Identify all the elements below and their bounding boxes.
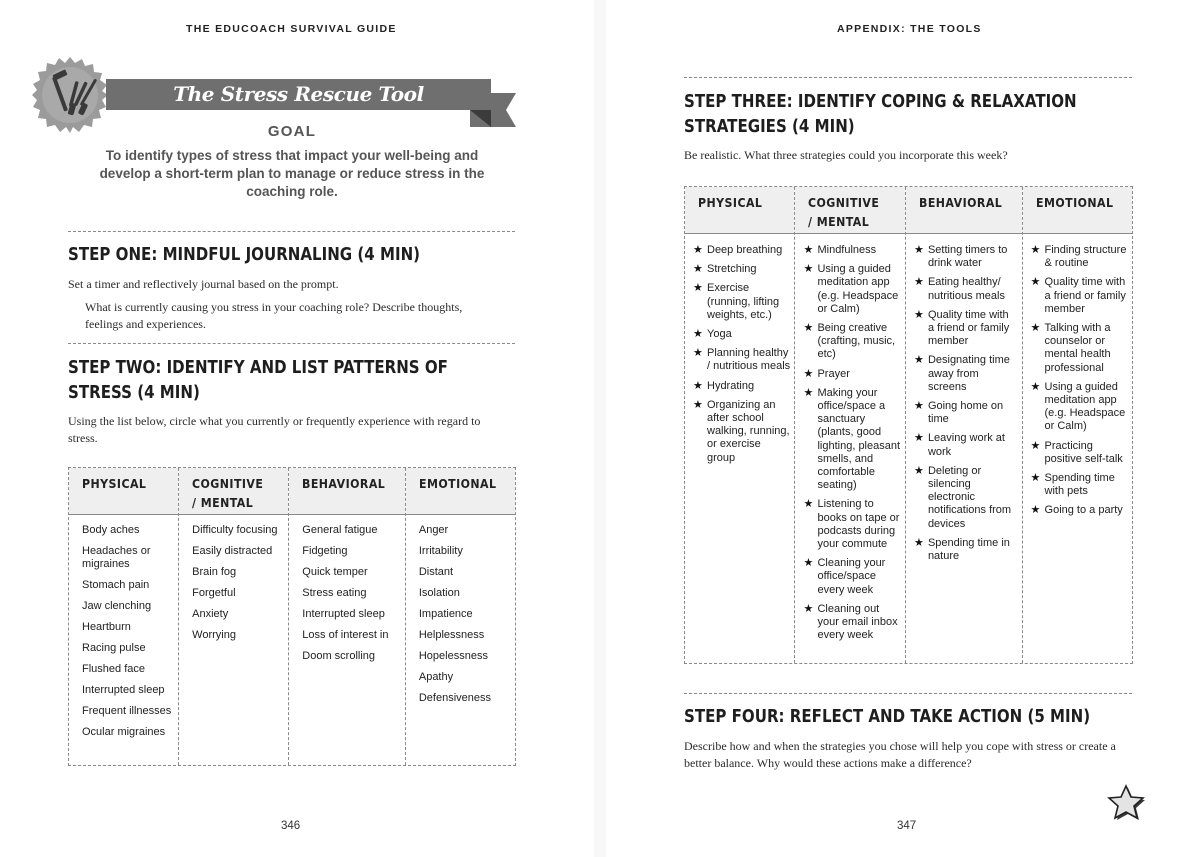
list-item: Apathy (418, 671, 454, 683)
table-column-behavioral (906, 187, 1023, 663)
list-item: ★ Spending time with pets (1031, 472, 1128, 498)
list-item: ★ Organizing an after school walking, running, or exercise group (693, 399, 790, 465)
right-page (610, 0, 1200, 857)
list-item: ★ Stretching (693, 263, 790, 276)
list-item: ★ Exercise (running, lifting weights, etc.) (693, 282, 790, 322)
item-list (406, 524, 515, 705)
coping-strategies-table (684, 186, 1133, 664)
column-header: PHYSICAL (69, 468, 178, 514)
page-number: 346 (281, 820, 301, 832)
list-item: Distant (418, 566, 454, 578)
list-item: Difficulty focusing (192, 524, 278, 536)
step-three-heading: STEP THREE: IDENTIFY COPING & RELAXATION STRATEGIES (4 MIN) (684, 92, 1077, 137)
list-item: Stomach pain (82, 579, 150, 592)
step-one-heading: STEP ONE: MINDFUL JOURNALING (4 MIN) (68, 245, 421, 265)
list-item: Doom scrolling (302, 650, 376, 662)
step-four-instruction: Describe how and when the strategies you chose will help you cope with stress or create a better balance. Why would these actions make a difference? (684, 739, 1116, 770)
goal-text: To identify types of stress that impact your well-being and develop a short-term plan to manage or reduce stress in the coaching role. (99, 148, 485, 199)
list-item: Helplessness (418, 629, 485, 641)
list-item: Worrying (192, 629, 236, 641)
list-item: ★ Planning healthy / nutritious meals (693, 347, 790, 373)
step-one-instruction: Set a timer and reflectively journal based on the prompt. (68, 277, 339, 291)
tool-title: The Stress Rescue Tool (173, 82, 424, 106)
list-item: Irritability (418, 545, 463, 557)
list-item: Anxiety (192, 608, 229, 620)
table-column-emotional (406, 468, 515, 765)
item-list (289, 524, 405, 663)
item-list (795, 244, 904, 642)
table-column-cognitive-mental (795, 187, 905, 663)
section-divider (684, 693, 1132, 694)
list-item: ★ Quality time with a friend or family member (1031, 276, 1128, 316)
list-item: Racing pulse (82, 642, 146, 655)
step-three-instruction: Be realistic. What three strategies could you incorporate this week? (684, 148, 1008, 162)
item-list (69, 524, 178, 739)
list-item: ★ Talking with a counselor or mental health professional (1031, 322, 1128, 375)
tools-icon (32, 57, 108, 133)
list-item: ★ Leaving work at work (914, 432, 1018, 458)
column-header: COGNITIVE / MENTAL (179, 468, 288, 514)
section-divider (68, 231, 515, 232)
step-two-heading: STEP TWO: IDENTIFY AND LIST PATTERNS OF STRESS (4 MIN) (68, 358, 448, 403)
list-item: ★ Prayer (803, 368, 900, 381)
list-item: Quick temper (302, 566, 368, 578)
list-item: ★ Deep breathing (693, 244, 790, 257)
list-item: Stress eating (302, 587, 367, 599)
list-item: ★ Spending time in nature (914, 537, 1018, 563)
list-item: Ocular migraines (82, 726, 166, 739)
list-item: Isolation (418, 587, 460, 599)
column-header: EMOTIONAL (406, 468, 515, 514)
stress-patterns-table (68, 467, 516, 766)
table-column-emotional (1023, 187, 1132, 663)
table-column-physical (685, 187, 795, 663)
list-item: Impatience (418, 608, 473, 620)
list-item: ★ Mindfulness (803, 244, 900, 257)
list-item: Body aches (82, 524, 140, 536)
list-item: ★ Being creative (crafting, music, etc) (803, 322, 900, 362)
list-item: ★ Quality time with a friend or family member (914, 309, 1018, 349)
list-item: Easily distracted (192, 545, 273, 557)
goal-heading: GOAL (267, 123, 317, 140)
book-gutter (594, 0, 606, 857)
item-list (906, 244, 1022, 563)
table-column-physical (69, 468, 179, 765)
list-item: Fidgeting (302, 545, 348, 557)
page-number: 347 (897, 820, 917, 832)
column-header: COGNITIVE / MENTAL (795, 187, 904, 233)
step-four-heading: STEP FOUR: REFLECT AND TAKE ACTION (5 MIN) (684, 707, 1091, 727)
list-item: Interrupted sleep (302, 608, 385, 620)
section-divider (684, 77, 1132, 78)
list-item: Flushed face (82, 663, 145, 676)
list-item: ★ Going home on time (914, 400, 1018, 426)
list-item: ★ Practicing positive self-talk (1031, 440, 1128, 466)
list-item: General fatigue (302, 524, 378, 536)
list-item: ★ Using a guided meditation app (e.g. Headspace or Calm) (1031, 381, 1128, 434)
item-list (685, 244, 794, 465)
list-item: ★ Designating time away from screens (914, 354, 1018, 394)
list-item: Loss of interest in (302, 629, 389, 641)
list-item: ★ Making your office/space a sanctuary (plants, good lighting, pleasant smells, and comfortable seating) (803, 387, 900, 493)
star-icon (1105, 783, 1147, 823)
list-item: ★ Using a guided meditation app (e.g. Headspace or Calm) (803, 263, 900, 316)
step-one-prompt: What is currently causing you stress in your coaching role? Describe thoughts, feelings and experiences. (85, 300, 463, 331)
list-item: Headaches or migraines (82, 545, 151, 571)
list-item: ★ Finding structure & routine (1031, 244, 1128, 270)
table-column-behavioral (289, 468, 406, 765)
list-item: Anger (418, 524, 449, 536)
left-page (0, 0, 590, 857)
item-list (1023, 244, 1132, 518)
list-item: ★ Yoga (693, 328, 790, 341)
list-item: ★ Deleting or silencing electronic notifications from devices (914, 465, 1018, 531)
list-item: Defensiveness (418, 692, 492, 704)
column-header: PHYSICAL (685, 187, 794, 233)
list-item: ★ Setting timers to drink water (914, 244, 1018, 270)
list-item: Heartburn (82, 621, 131, 634)
list-item: Frequent illnesses (82, 705, 172, 718)
running-head: THE EDUCOACH SURVIVAL GUIDE (186, 23, 397, 35)
list-item: ★ Cleaning out your email inbox every week (803, 603, 900, 643)
step-two-instruction: Using the list below, circle what you currently or frequently experience with regard to stress. (68, 414, 481, 445)
column-header: BEHAVIORAL (906, 187, 1022, 233)
column-header: BEHAVIORAL (289, 468, 405, 514)
table-column-cognitive-mental (179, 468, 289, 765)
section-divider (68, 343, 515, 344)
list-item: Forgetful (192, 587, 236, 599)
item-list (179, 524, 288, 642)
running-head: APPENDIX: THE TOOLS (837, 23, 982, 35)
list-item: Hopelessness (418, 650, 488, 662)
list-item: ★ Hydrating (693, 380, 790, 393)
list-item: ★ Listening to books on tape or podcasts during your commute (803, 498, 900, 551)
list-item: Brain fog (192, 566, 237, 578)
list-item: ★ Cleaning your office/space every week (803, 557, 900, 597)
list-item: Interrupted sleep (82, 684, 165, 697)
list-item: Jaw clenching (82, 600, 152, 613)
list-item: ★ Eating healthy/ nutritious meals (914, 276, 1018, 302)
column-header: EMOTIONAL (1023, 187, 1132, 233)
list-item: ★ Going to a party (1031, 504, 1128, 517)
